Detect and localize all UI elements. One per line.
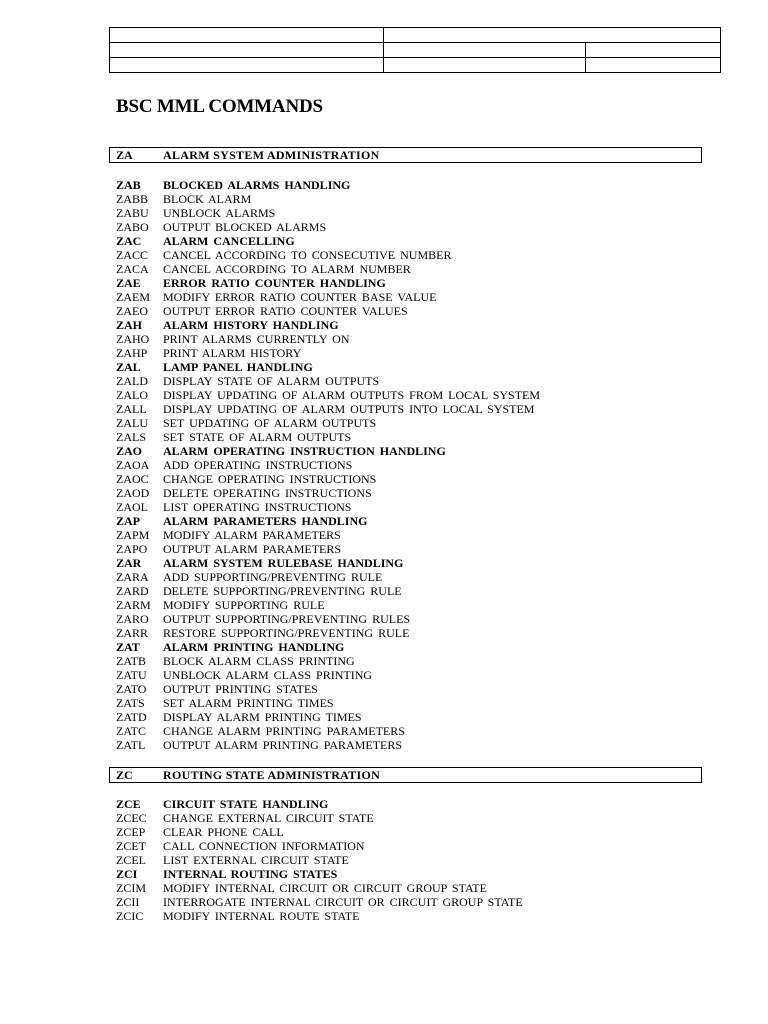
command-code: ZAHO [116, 332, 150, 346]
command-description: DISPLAY UPDATING OF ALARM OUTPUTS INTO LOCAL SYSTEM [163, 402, 535, 416]
command-description: SET ALARM PRINTING TIMES [163, 696, 334, 710]
command-code: ZALL [116, 402, 147, 416]
command-description: ALARM OPERATING INSTRUCTION HANDLING [163, 444, 446, 458]
header-cell [384, 28, 721, 43]
command-description: ADD OPERATING INSTRUCTIONS [163, 458, 353, 472]
command-code: ZAOA [116, 458, 150, 472]
command-description: INTERNAL ROUTING STATES [163, 867, 338, 881]
command-description: PRINT ALARMS CURRENTLY ON [163, 332, 350, 346]
command-description: CANCEL ACCORDING TO CONSECUTIVE NUMBER [163, 248, 452, 262]
section-header-zc [109, 767, 702, 783]
header-cell [586, 58, 721, 73]
section-code: ZA [116, 148, 133, 162]
header-cell [110, 28, 384, 43]
command-description: INTERROGATE INTERNAL CIRCUIT OR CIRCUIT GROUP STATE [163, 895, 523, 909]
command-code: ZAO [116, 444, 143, 458]
command-code: ZATD [116, 710, 147, 724]
command-code: ZATB [116, 654, 146, 668]
command-code: ZAEM [116, 290, 150, 304]
command-code: ZAE [116, 276, 141, 290]
command-code: ZCIC [116, 909, 144, 923]
command-description: CHANGE ALARM PRINTING PARAMETERS [163, 724, 405, 738]
command-description: BLOCKED ALARMS HANDLING [163, 178, 351, 192]
section-name: ALARM SYSTEM ADMINISTRATION [163, 148, 380, 162]
command-code: ZALD [116, 374, 148, 388]
command-description: RESTORE SUPPORTING/PREVENTING RULE [163, 626, 410, 640]
command-description: UNBLOCK ALARMS [163, 206, 276, 220]
command-description: CIRCUIT STATE HANDLING [163, 797, 329, 811]
command-code: ZAPO [116, 542, 148, 556]
command-code: ZABB [116, 192, 149, 206]
command-description: MODIFY ALARM PARAMETERS [163, 528, 341, 542]
page-title: BSC MML COMMANDS [116, 96, 323, 117]
command-code: ZARR [116, 626, 149, 640]
command-description: MODIFY INTERNAL ROUTE STATE [163, 909, 360, 923]
command-description: PRINT ALARM HISTORY [163, 346, 302, 360]
command-description: LIST OPERATING INSTRUCTIONS [163, 500, 352, 514]
command-description: ADD SUPPORTING/PREVENTING RULE [163, 570, 383, 584]
header-row [110, 28, 721, 43]
command-description: BLOCK ALARM [163, 192, 252, 206]
command-code: ZCII [116, 895, 140, 909]
command-code: ZABU [116, 206, 149, 220]
command-description: DELETE OPERATING INSTRUCTIONS [163, 486, 372, 500]
command-code: ZCET [116, 839, 146, 853]
command-code: ZAOD [116, 486, 150, 500]
command-description: SET STATE OF ALARM OUTPUTS [163, 430, 352, 444]
command-description: OUTPUT PRINTING STATES [163, 682, 318, 696]
command-code: ZAPM [116, 528, 150, 542]
command-description: MODIFY ERROR RATIO COUNTER BASE VALUE [163, 290, 437, 304]
command-code: ZALO [116, 388, 148, 402]
command-description: SET UPDATING OF ALARM OUTPUTS [163, 416, 377, 430]
command-code: ZAH [116, 318, 143, 332]
command-description: ALARM SYSTEM RULEBASE HANDLING [163, 556, 404, 570]
command-description: CLEAR PHONE CALL [163, 825, 284, 839]
command-code: ZALU [116, 416, 148, 430]
command-description: CHANGE EXTERNAL CIRCUIT STATE [163, 811, 374, 825]
command-description: DISPLAY UPDATING OF ALARM OUTPUTS FROM LOCAL SYSTEM [163, 388, 541, 402]
command-code: ZARD [116, 584, 149, 598]
header-cell [110, 58, 384, 73]
command-description: ALARM PARAMETERS HANDLING [163, 514, 368, 528]
command-description: OUTPUT BLOCKED ALARMS [163, 220, 327, 234]
command-description: UNBLOCK ALARM CLASS PRINTING [163, 668, 373, 682]
command-description: ALARM CANCELLING [163, 234, 295, 248]
command-code: ZAL [116, 360, 141, 374]
document-header-table [109, 27, 721, 73]
command-description: ALARM HISTORY HANDLING [163, 318, 339, 332]
command-code: ZAEO [116, 304, 148, 318]
header-cell [384, 43, 586, 58]
command-description: OUTPUT ALARM PRINTING PARAMETERS [163, 738, 403, 752]
command-description: OUTPUT ERROR RATIO COUNTER VALUES [163, 304, 408, 318]
command-code: ZATU [116, 668, 147, 682]
command-code: ZALS [116, 430, 146, 444]
command-code: ZARM [116, 598, 151, 612]
header-cell [586, 43, 721, 58]
command-code: ZAT [116, 640, 140, 654]
command-code: ZCIM [116, 881, 146, 895]
command-code: ZAC [116, 234, 142, 248]
command-code: ZAR [116, 556, 142, 570]
command-code: ZAOL [116, 500, 148, 514]
command-description: OUTPUT SUPPORTING/PREVENTING RULES [163, 612, 411, 626]
command-code: ZAOC [116, 472, 149, 486]
command-description: ALARM PRINTING HANDLING [163, 640, 345, 654]
command-code: ZAP [116, 514, 140, 528]
command-code: ZATL [116, 738, 146, 752]
header-row [110, 43, 721, 58]
command-code: ZCEL [116, 853, 146, 867]
command-description: DISPLAY STATE OF ALARM OUTPUTS [163, 374, 380, 388]
command-code: ZARO [116, 612, 149, 626]
command-code: ZCI [116, 867, 138, 881]
command-description: BLOCK ALARM CLASS PRINTING [163, 654, 355, 668]
command-code: ZACA [116, 262, 149, 276]
header-row [110, 58, 721, 73]
section-header-za [109, 147, 702, 163]
command-description: MODIFY SUPPORTING RULE [163, 598, 325, 612]
command-description: OUTPUT ALARM PARAMETERS [163, 542, 342, 556]
command-code: ZCEC [116, 811, 147, 825]
command-description: DELETE SUPPORTING/PREVENTING RULE [163, 584, 402, 598]
command-description: LIST EXTERNAL CIRCUIT STATE [163, 853, 349, 867]
command-code: ZARA [116, 570, 149, 584]
command-description: DISPLAY ALARM PRINTING TIMES [163, 710, 362, 724]
command-code: ZATS [116, 696, 145, 710]
command-description: MODIFY INTERNAL CIRCUIT OR CIRCUIT GROUP STATE [163, 881, 487, 895]
section-code: ZC [116, 768, 133, 782]
section-name: ROUTING STATE ADMINISTRATION [163, 768, 381, 782]
command-code: ZCE [116, 797, 141, 811]
header-cell [384, 58, 586, 73]
command-description: LAMP PANEL HANDLING [163, 360, 313, 374]
command-code: ZACC [116, 248, 149, 262]
command-description: ERROR RATIO COUNTER HANDLING [163, 276, 386, 290]
command-code: ZABO [116, 220, 149, 234]
command-code: ZAB [116, 178, 141, 192]
header-cell [110, 43, 384, 58]
command-description: CALL CONNECTION INFORMATION [163, 839, 365, 853]
command-code: ZATC [116, 724, 146, 738]
command-code: ZCEP [116, 825, 146, 839]
command-code: ZAHP [116, 346, 148, 360]
command-description: CANCEL ACCORDING TO ALARM NUMBER [163, 262, 411, 276]
command-description: CHANGE OPERATING INSTRUCTIONS [163, 472, 377, 486]
command-code: ZATO [116, 682, 147, 696]
